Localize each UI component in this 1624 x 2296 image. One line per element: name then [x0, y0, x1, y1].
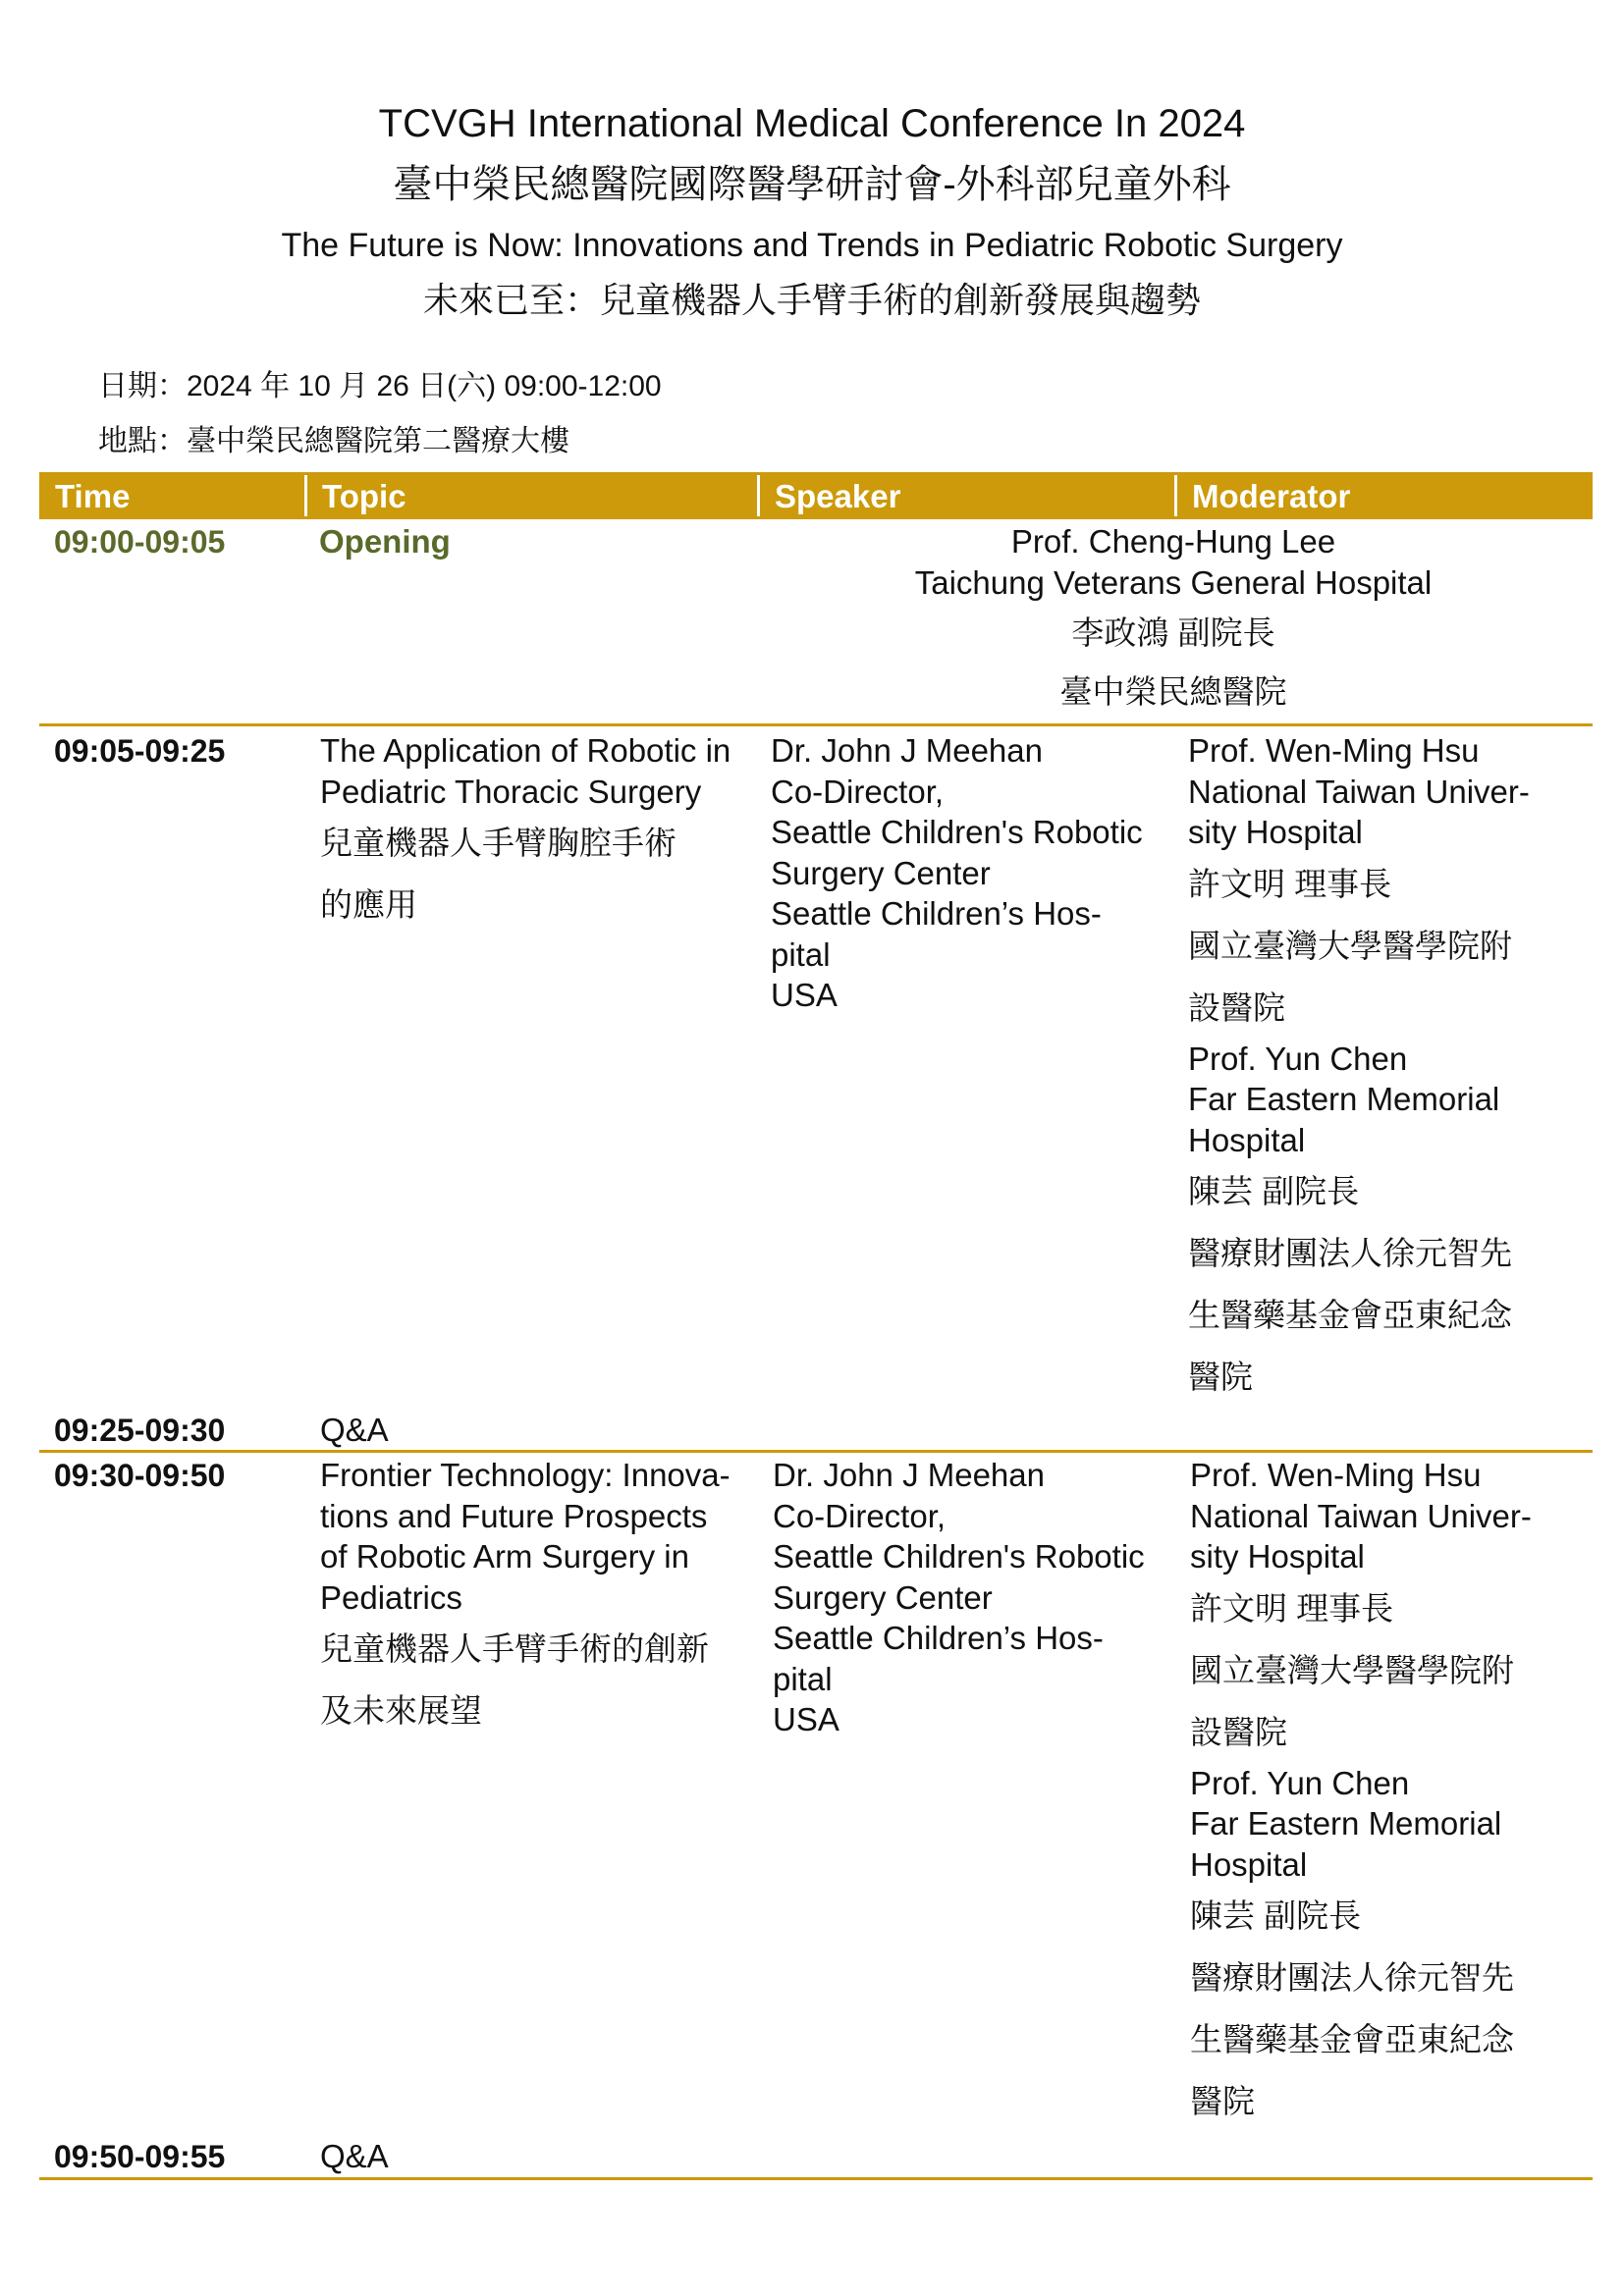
qa1-topic: Q&A — [320, 1412, 389, 1448]
header-time: Time — [55, 478, 131, 514]
speaker-line: Seattle Children's Robotic — [771, 814, 1143, 850]
moderator-zh-line: 陳芸 副院長 — [1188, 1173, 1360, 1209]
theme-title-zh: 未來已至：兒童機器人手臂手術的創新發展與趨勢 — [422, 280, 1201, 320]
moderator-zh-line: 生醫藥基金會亞東紀念 — [1188, 1297, 1512, 1333]
host-name: Prof. Cheng-Hung Lee — [1010, 523, 1336, 560]
session1-moderator — [1188, 730, 1530, 1408]
moderator-zh-line: 醫療財團法人徐元智先 — [1190, 1959, 1514, 1996]
speaker-line: Seattle Children’s Hos- — [773, 1620, 1104, 1656]
session1-time: 09:05-09:25 — [54, 733, 226, 769]
topic-line: tions and Future Prospects — [320, 1497, 708, 1534]
session2-time: 09:30-09:50 — [54, 1458, 226, 1493]
topic-line: Pediatrics — [320, 1578, 462, 1616]
session2-moderator — [1190, 1455, 1532, 2132]
moderator-line: National Taiwan Univer- — [1190, 1497, 1532, 1534]
event-date: 日期：2024 年 10 月 26 日(六) 09:00-12:00 — [98, 370, 662, 402]
speaker-line: Co-Director, — [771, 773, 945, 810]
session2-topic — [320, 1455, 731, 1741]
speaker-line: Surgery Center — [771, 854, 991, 891]
moderator-line: sity Hospital — [1190, 1538, 1365, 1575]
host-affiliation-zh: 臺中榮民總醫院 — [1059, 673, 1287, 710]
session1-speaker — [771, 730, 1143, 1016]
moderator-zh-line: 國立臺灣大學醫學院附 — [1190, 1651, 1514, 1688]
speaker-line: pital — [771, 935, 831, 973]
qa1-time: 09:25-09:30 — [54, 1413, 226, 1448]
moderator-zh-line: 國立臺灣大學醫學院附 — [1188, 927, 1512, 964]
opening-time: 09:00-09:05 — [54, 524, 226, 560]
speaker-line: Surgery Center — [773, 1578, 993, 1616]
theme-title: The Future is Now: Innovations and Trends in Pediatric Robotic Surgery — [281, 227, 1343, 264]
moderator-line: Prof. Yun Chen — [1188, 1040, 1408, 1077]
moderator-zh-line: 陳芸 副院長 — [1190, 1897, 1362, 1934]
moderator-line: Prof. Yun Chen — [1190, 1764, 1410, 1801]
moderator-zh-line: 設醫院 — [1188, 988, 1285, 1026]
speaker-line: Co-Director, — [773, 1497, 947, 1534]
moderator-zh-line: 生醫藥基金會亞東紀念 — [1190, 2021, 1514, 2057]
table-bottom-rule — [39, 2177, 1593, 2180]
moderator-zh-line: 設醫院 — [1190, 1713, 1287, 1750]
qa2-topic: Q&A — [320, 2138, 389, 2174]
header-moderator: Moderator — [1192, 478, 1351, 514]
moderator-zh-line: 醫療財團法人徐元智先 — [1188, 1235, 1512, 1271]
header-topic: Topic — [322, 478, 406, 514]
speaker-line: Seattle Children's Robotic — [773, 1538, 1145, 1575]
moderator-line: National Taiwan Univer- — [1188, 773, 1530, 810]
topic-zh-line: 兒童機器人手臂胸腔手術 — [320, 825, 677, 861]
conference-title: TCVGH International Medical Conference In 2024 — [378, 102, 1246, 145]
topic-zh-line: 及未來展望 — [320, 1692, 482, 1729]
topic-line: Pediatric Thoracic Surgery — [320, 773, 702, 810]
moderator-line: Hospital — [1188, 1121, 1306, 1158]
moderator-line: Prof. Wen-Ming Hsu — [1190, 1457, 1482, 1493]
row-divider — [39, 723, 1593, 726]
header-speaker: Speaker — [775, 478, 901, 514]
session2-speaker — [773, 1455, 1145, 1740]
moderator-zh-line: 醫院 — [1190, 2083, 1255, 2119]
moderator-zh-line: 許文明 理事長 — [1190, 1589, 1394, 1627]
session1-topic — [320, 730, 731, 935]
speaker-line: Dr. John J Meehan — [773, 1457, 1045, 1493]
qa2-time: 09:50-09:55 — [54, 2139, 226, 2174]
header-divider — [1174, 475, 1177, 516]
header-divider — [304, 475, 307, 516]
speaker-line: USA — [773, 1701, 839, 1737]
speaker-line: pital — [773, 1660, 833, 1697]
header-divider — [757, 475, 760, 516]
opening-topic: Opening — [319, 523, 451, 560]
moderator-line: Far Eastern Memorial — [1190, 1805, 1502, 1842]
event-venue: 地點：臺中榮民總醫院第二醫療大樓 — [98, 425, 569, 457]
host-name-zh: 李政鴻 副院長 — [1071, 614, 1275, 651]
moderator-line: Far Eastern Memorial — [1188, 1081, 1500, 1117]
moderator-line: sity Hospital — [1188, 814, 1363, 850]
moderator-line: Prof. Wen-Ming Hsu — [1188, 732, 1480, 769]
topic-line: Frontier Technology: Innova- — [320, 1457, 731, 1493]
moderator-zh-line: 醫院 — [1188, 1359, 1253, 1395]
topic-zh-line: 兒童機器人手臂手術的創新 — [320, 1630, 709, 1667]
moderator-zh-line: 許文明 理事長 — [1188, 865, 1392, 902]
topic-line: The Application of Robotic in — [320, 732, 731, 769]
topic-zh-line: 的應用 — [320, 886, 417, 923]
conference-title-zh: 臺中榮民總醫院國際醫學研討會-外科部兒童外科 — [393, 163, 1231, 206]
opening-host — [756, 521, 1591, 721]
speaker-line: Seattle Children’s Hos- — [771, 895, 1102, 932]
topic-line: of Robotic Arm Surgery in — [320, 1538, 689, 1575]
moderator-line: Hospital — [1190, 1845, 1308, 1883]
row-divider — [39, 1450, 1593, 1453]
speaker-line: USA — [771, 977, 838, 1013]
speaker-line: Dr. John J Meehan — [771, 732, 1043, 769]
host-affiliation: Taichung Veterans General Hospital — [914, 564, 1433, 601]
